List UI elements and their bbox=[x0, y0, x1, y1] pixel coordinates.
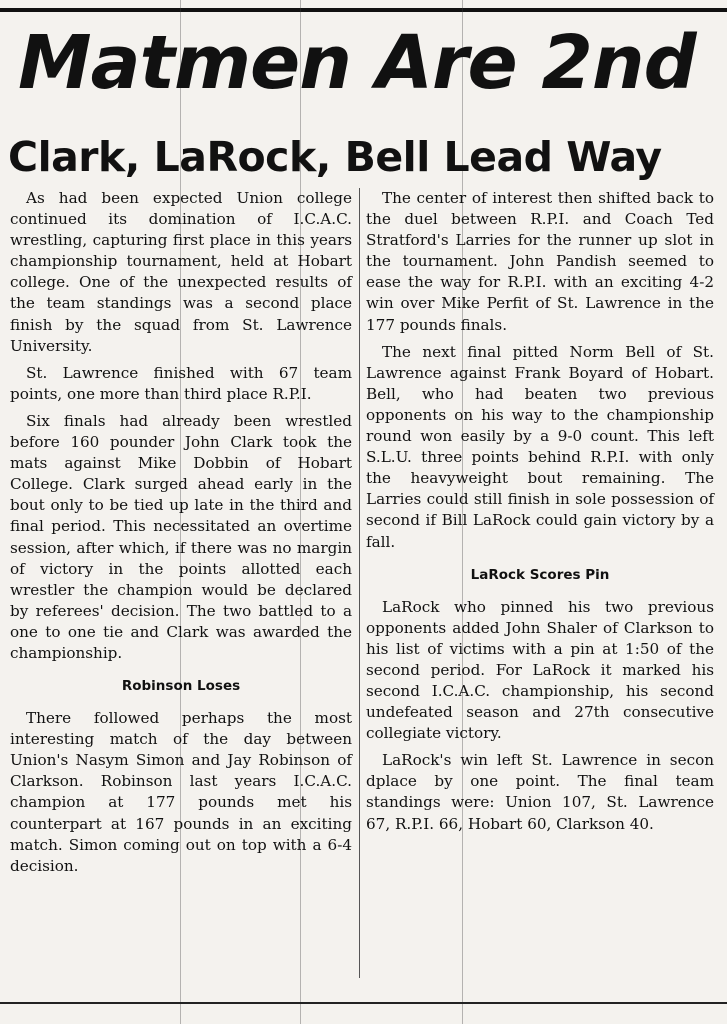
column-divider bbox=[359, 188, 360, 978]
paragraph: St. Lawrence finished with 67 team points, one more than third place R.P.I. bbox=[10, 363, 352, 403]
paragraph: LaRock's win left St. Lawrence in secon dplace by one point. The final team standings were: Union 107, St. Lawrence 67, R.P.I. 66, Hobart 60, Clarkson 40. bbox=[366, 751, 714, 833]
subheadline: Clark, LaRock, Bell Lead Way bbox=[8, 133, 662, 181]
paragraph: The center of interest then shifted back to the duel between R.P.I. and Coach Ted Stratford's Larries for the runner up slot in the tournament. John Pandish seemed to ease the way for R.P.I. with an exciting 4-2 win over Mike Perfit of St. Lawrence in the 177 pounds finals. bbox=[366, 189, 714, 334]
section-subhead: Robinson Loses bbox=[121, 678, 241, 695]
bottom-rule bbox=[0, 1002, 727, 1004]
paragraph: Six finals had already been wrestled before 160 pounder John Clark took the mats against Mike Dobbin of Hobart College. Clark surged ahead early in the bout only to be tied up late in the third and final period. This necessitated an overtime session, after which, if there was no margin of victory in the points allotted each wrestler the champion would be declared by referees' decision. The two battled to a one to one tie and Clark was awarded the championship. bbox=[10, 411, 352, 662]
right-column bbox=[366, 188, 714, 841]
left-column bbox=[10, 188, 352, 883]
paragraph: As had been expected Union college continued its domination of I.C.A.C. wrestling, capturing first place in this years championship tournament, held at Hobart college. One of the unexpected results of the team standings was a second place finish by the squad from St. Lawrence University. bbox=[10, 189, 352, 355]
top-rule bbox=[0, 8, 727, 12]
paragraph: LaRock who pinned his two previous opponents added John Shaler of Clarkson to his list of victims with a pin at 1:50 of the second period. For LaRock it marked his second I.C.A.C. championship, his second undefeated season and 27th consecutive collegiate victory. bbox=[366, 597, 714, 743]
section-subhead: LaRock Scores Pin bbox=[470, 566, 610, 583]
paragraph: There followed perhaps the most interesting match of the day between Union's Nasym Simon and Jay Robinson of Clarkson. Robinson last years I.C.A.C. champion at 177 pounds met his counterpart at 167 pounds in an exciting match. Simon coming out on top with a 6-4 decision. bbox=[10, 709, 352, 875]
paragraph: The next final pitted Norm Bell of St. Lawrence against Frank Boyard of Hobart. Bell, who had beaten two previous opponents on his way to the championship round won easily by a 9-0 count. This left S.L.U. three points behind R.P.I. with only the heavyweight bout remaining. The Larries could still finish in sole possession of second if Bill LaRock could gain victory by a fall. bbox=[366, 342, 714, 551]
headline: Matmen Are 2nd bbox=[18, 20, 696, 106]
